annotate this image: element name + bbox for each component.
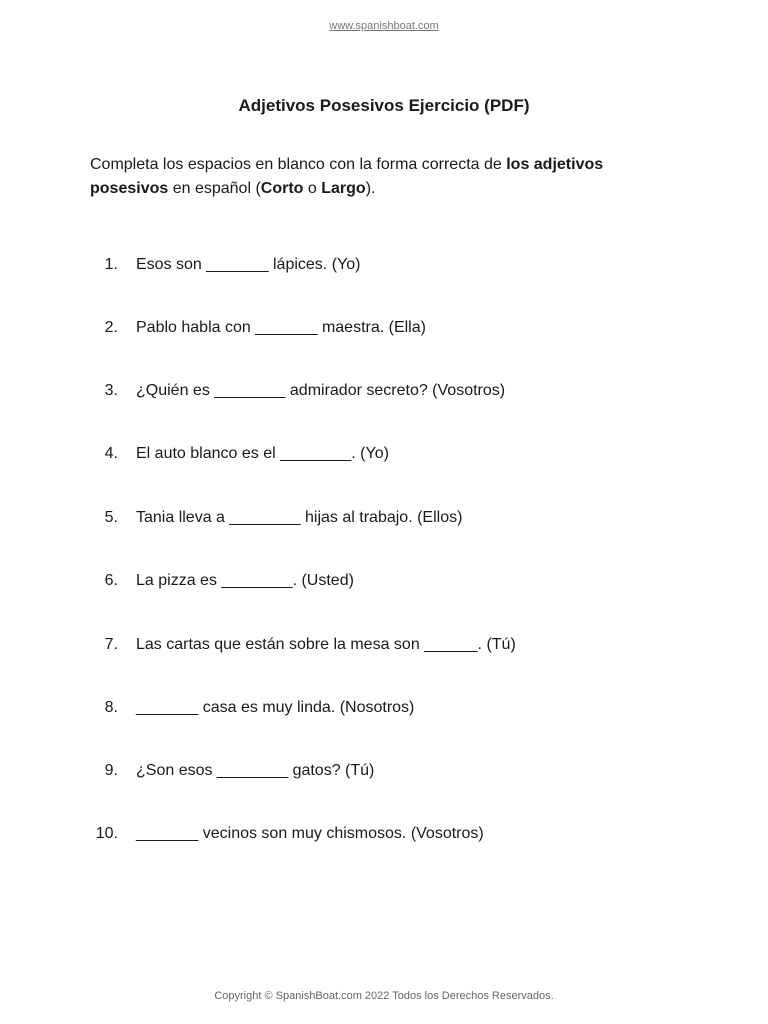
exercise-text: La pizza es ________. (Usted) bbox=[136, 572, 354, 589]
exercise-number: 2. bbox=[104, 319, 118, 336]
instructions-text: en español ( bbox=[168, 180, 261, 197]
exercise-item bbox=[0, 506, 768, 530]
exercise-number: 4. bbox=[104, 445, 118, 462]
exercise-item bbox=[0, 316, 768, 340]
site-url-link[interactable]: www.spanishboat.com bbox=[329, 20, 439, 32]
instructions-bold-long: Largo bbox=[321, 180, 366, 197]
instructions-text: Completa los espacios en blanco con la forma correcta de bbox=[90, 156, 507, 173]
exercise-text: _______ casa es muy linda. (Nosotros) bbox=[136, 699, 415, 716]
exercise-item bbox=[0, 822, 768, 846]
instructions-bold-short: Corto bbox=[260, 180, 304, 197]
exercise-item bbox=[0, 253, 768, 277]
exercise-text: ¿Son esos ________ gatos? (Tú) bbox=[136, 762, 375, 779]
exercise-item bbox=[0, 696, 768, 720]
exercise-number: 6. bbox=[104, 572, 118, 589]
exercise-number: 7. bbox=[104, 636, 118, 653]
exercise-item bbox=[0, 569, 768, 593]
exercise-number: 5. bbox=[104, 509, 118, 526]
instructions-text: ). bbox=[365, 180, 376, 197]
exercise-item bbox=[0, 759, 768, 783]
exercise-text: Pablo habla con _______ maestra. (Ella) bbox=[136, 319, 426, 336]
exercise-item bbox=[0, 379, 768, 403]
footer-copyright: Copyright © SpanishBoat.com 2022 Todos los Derechos Reservados. bbox=[214, 990, 554, 1002]
exercise-number: 9. bbox=[104, 762, 118, 779]
exercise-number: 8. bbox=[104, 699, 118, 716]
exercise-item bbox=[0, 633, 768, 657]
exercise-number: 1. bbox=[104, 256, 118, 273]
instructions-paragraph bbox=[90, 153, 680, 201]
exercise-text: ¿Quién es ________ admirador secreto? (Vosotros) bbox=[136, 382, 506, 399]
exercise-item bbox=[0, 442, 768, 466]
instructions-bold-term: los adjetivos posesivos bbox=[90, 156, 604, 197]
exercise-text: _______ vecinos son muy chismosos. (Vosotros) bbox=[136, 825, 484, 842]
exercise-number: 3. bbox=[104, 382, 118, 399]
exercise-number: 10. bbox=[95, 825, 118, 842]
exercise-text: El auto blanco es el ________. (Yo) bbox=[136, 445, 389, 462]
exercise-text: Esos son _______ lápices. (Yo) bbox=[136, 256, 361, 273]
instructions-text: o bbox=[303, 180, 322, 197]
exercise-text: Las cartas que están sobre la mesa son ______. (Tú) bbox=[136, 636, 516, 653]
exercise-text: Tania lleva a ________ hijas al trabajo. (Ellos) bbox=[136, 509, 463, 526]
page-title: Adjetivos Posesivos Ejercicio (PDF) bbox=[238, 96, 530, 115]
